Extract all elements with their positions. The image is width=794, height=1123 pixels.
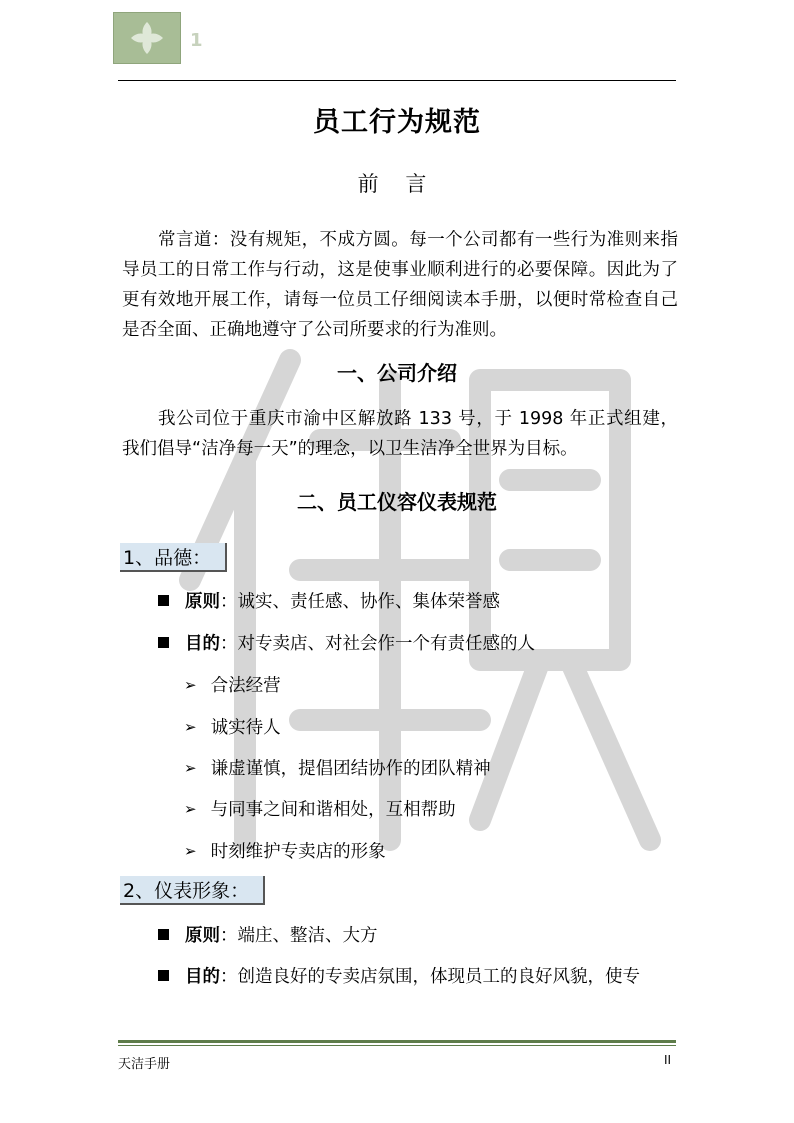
square-bullet-icon	[158, 970, 169, 981]
footer-rule-thick	[118, 1040, 676, 1043]
principle-label: 原则	[185, 592, 220, 612]
list-item	[184, 714, 281, 739]
leaf-logo-icon	[127, 18, 167, 58]
preface-heading: 前 言	[357, 172, 437, 196]
purpose-text: ：创造良好的专卖店氛围，体现员工的良好风貌，使专	[220, 967, 640, 987]
subhead-morality: 1、品德：	[120, 543, 227, 572]
bullet-purpose-1	[158, 630, 535, 655]
square-bullet-icon	[158, 595, 169, 606]
principle-label: 原则	[185, 926, 220, 946]
footer-rule-thin	[118, 1045, 676, 1046]
list-item-text: 与同事之间和谐相处，互相帮助	[210, 800, 456, 820]
bullet-principle-1	[158, 588, 500, 613]
list-item	[184, 838, 386, 863]
footer-page-number: II	[664, 1053, 672, 1067]
list-item	[184, 672, 281, 697]
company-logo	[113, 12, 181, 64]
bullet-principle-2	[158, 922, 378, 947]
arrow-bullet-icon: ➢	[184, 841, 197, 860]
arrow-bullet-icon: ➢	[184, 717, 197, 736]
principle-text: ：端庄、整洁、大方	[220, 926, 378, 946]
purpose-label: 目的	[185, 967, 220, 987]
list-item-text: 谦虚谨慎，提倡团结协作的团队精神	[210, 759, 491, 779]
section-1-heading: 一、公司介绍	[337, 361, 457, 385]
arrow-bullet-icon: ➢	[184, 799, 197, 818]
bullet-purpose-2	[158, 963, 640, 988]
list-item	[184, 755, 491, 780]
footer-title: 天洁手册	[118, 1057, 171, 1072]
subhead-appearance: 2、仪表形象：	[120, 876, 265, 905]
principle-text: ：诚实、责任感、协作、集体荣誉感	[220, 592, 500, 612]
purpose-label: 目的	[185, 634, 220, 654]
purpose-text: ：对专卖店、对社会作一个有责任感的人	[220, 634, 535, 654]
list-item-text: 合法经营	[210, 676, 281, 696]
list-item-text: 诚实待人	[210, 718, 281, 738]
square-bullet-icon	[158, 637, 169, 648]
header-rule	[118, 80, 676, 81]
header-page-number: 1	[190, 30, 203, 51]
document-title: 员工行为规范	[313, 107, 481, 138]
section-1-paragraph: 我公司位于重庆市渝中区解放路 133 号，于 1998 年正式组建，我们倡导“洁净每一天”的理念，以卫生洁净全世界为目标。	[122, 409, 678, 459]
arrow-bullet-icon: ➢	[184, 675, 197, 694]
list-item	[184, 796, 456, 821]
square-bullet-icon	[158, 929, 169, 940]
preface-paragraph: 常言道：没有规矩，不成方圆。每一个公司都有一些行为准则来指导员工的日常工作与行动，这是使事业顺利进行的必要保障。因此为了更有效地开展工作，请每一位员工仔细阅读本手册，以便时常检查自己是否全面、正确地遵守了公司所要求的行为准则。	[122, 230, 678, 340]
list-item-text: 时刻维护专卖店的形象	[210, 842, 386, 862]
arrow-bullet-icon: ➢	[184, 758, 197, 777]
section-2-heading: 二、员工仪容仪表规范	[297, 490, 497, 514]
